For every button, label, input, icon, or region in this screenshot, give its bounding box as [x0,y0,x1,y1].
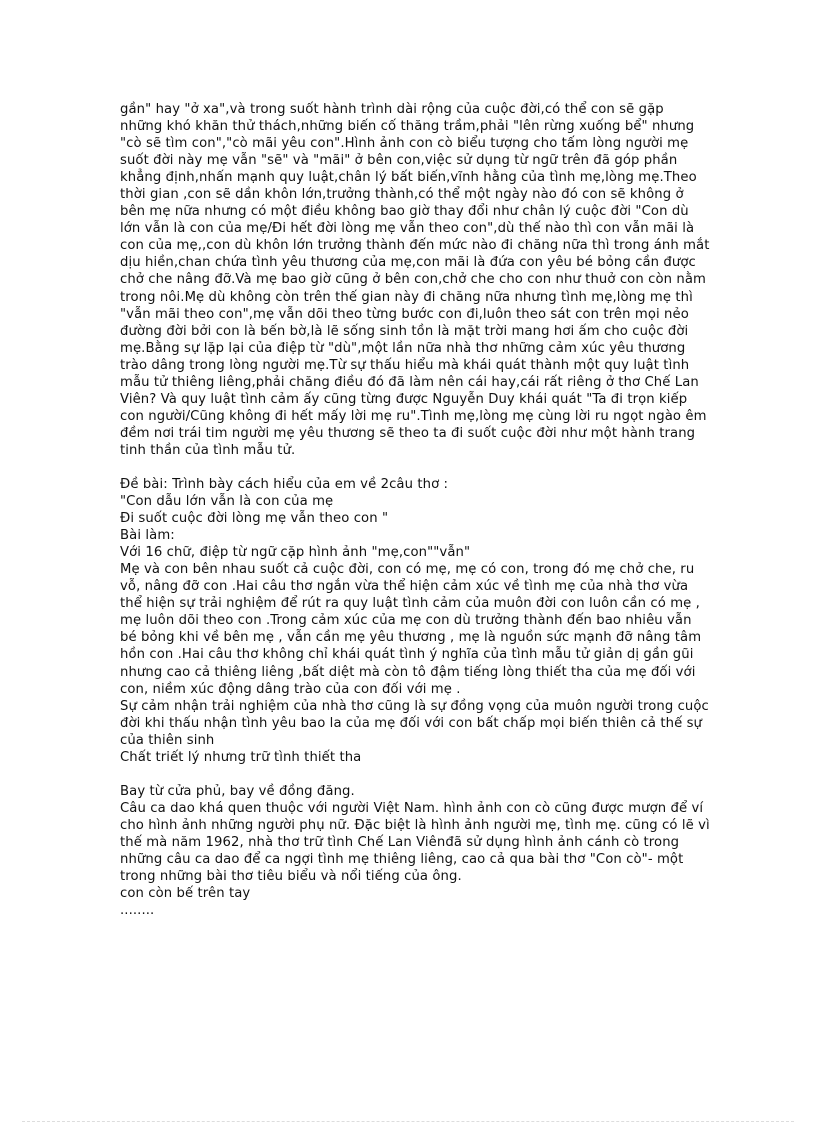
answer-heading: Bài làm: [120,528,175,544]
paragraph-text: Mẹ và con bên nhau suốt cả cuộc đời, con có mẹ, mẹ có con, trong đó mẹ chở che, ru vỗ, nâng đỡ con .Hai câu thơ ngắn vừa thể hiện cảm xúc về tình mẹ của nhà thơ vừa thể hiện sự trải nghiệm để rút ra quy luật tình cảm của muôn đời con luôn cần có mẹ , mẹ luôn dõi theo con .Trong cảm xúc của mẹ con dù trưởng thành đến bao nhiêu vẫn bé bỏng khi về bên mẹ , vẫn cần mẹ yêu thương , mẹ là nguồn sức mạnh đỡ nâng tâm hồn con .Hai câu thơ không chỉ khái quát tình ý nghĩa của tình mẫu tử giản dị gần gũi nhưng cao cả thiêng liêng ,bất diệt mà còn tô đậm tiếng lòng thiết tha của mẹ đối với con, niềm xúc động dâng trào của con đối với mẹ . [120,562,702,697]
text-line: Chất triết lý nhưng trữ tình thiết tha [120,749,362,765]
page-bottom-divider [22,1121,794,1122]
answer-intro: Với 16 chữ, điệp từ ngữ cặp hình ảnh "mẹ,con""vẫn" [120,545,471,561]
ellipsis-line: ........ [120,903,155,919]
paragraph-text: Câu ca dao khá quen thuộc với người Việt Nam. hình ảnh con cò cũng được mượn để ví cho hình ảnh những người phụ nữ. Đặc biệt là hình ảnh người mẹ, tình mẹ. cũng có lẽ vì thế mà năm 1962, nhà thơ trữ tình Chế Lan Viênđã sử dụng hình ảnh cánh cò trong những câu ca dao để ca ngợi tình mẹ thiêng liêng, cao cả qua bài thơ "Con cò"- một trong những bài thơ tiêu biểu và nổi tiếng của ông. [120,800,710,885]
assignment-prompt: Đề bài: Trình bày cách hiểu của em về 2câu thơ : [120,476,449,492]
paragraph-gap [120,459,710,476]
poem-line: con còn bế trên tay [120,886,251,902]
poem-line-1: "Con dẫu lớn vẫn là con của mẹ [120,494,334,510]
document-body [120,101,710,919]
poem-line-2: Đi suốt cuộc đời lòng mẹ vẫn theo con " [120,511,389,527]
paragraph-text: Sự cảm nhận trải nghiệm của nhà thơ cũng là sự đồng vọng của muôn người trong cuộc đời khi thấu nhận tình yêu bao la của mẹ đối với con bất chấp mọi biến thiên cả thế sự của thiên sinh [120,698,709,748]
folk-verse-line: Bay từ cửa phủ, bay về đồng đăng. [120,783,355,799]
paragraph-gap [120,766,710,783]
paragraph-text: gần" hay "ở xa",và trong suốt hành trình dài rộng của cuộc đời,có thể con sẽ gặp những khó khăn thử thách,những biến cố thăng trầm,phải "lên rừng xuống bể" nhưng "cò sẽ tìm con","cò mãi yêu con".Hình ảnh con cò biểu tượng cho tấm lòng người mẹ suốt đời này mẹ vẫn "sẽ" và "mãi" ở bên con,việc sử dụng từ ngữ trên đã góp phần khẳng định,nhấn mạnh quy luật,chân lý bất biến,vĩnh hằng của tình mẹ,lòng mẹ.Theo thời gian ,con sẽ dần khôn lớn,trưởng thành,có thể một ngày nào đó con sẽ không ở bên mẹ nữa nhưng có một điều không bao giờ thay đổi như chân lý cuộc đời "Con dù lớn vẫn là con của mẹ/Đi hết đời lòng mẹ vẫn theo con",dù thế nào thì con vẫn mãi là con của mẹ,,con dù khôn lớn trưởng thành đến mức nào đi chăng nữa thì trong ánh mắt dịu hiền,chan chứa tình yêu thương của mẹ,con mãi là đứa con yêu bé bỏng cần được chở che nâng đỡ.Và mẹ bao giờ cũng ở bên con,chở che cho con như thuở con còn nằm trong nôi.Mẹ dù không còn trên thế gian này đi chăng nữa nhưng tình mẹ,lòng mẹ thì "vẫn mãi theo con",mẹ vẫn dõi theo từng bước con đi,luôn theo sát con trên mọi nẻo đường đời bởi con là bến bờ,là lẽ sống sinh tồn là mặt trời mang hơi ấm cho cuộc đời mẹ.Bằng sự lặp lại của điệp từ "dù",một lần nữa nhà thơ những cảm xúc yêu thương trào dâng trong lòng người mẹ.Từ sự thấu hiểu mà khái quát thành một quy luật tình mẫu tử thiêng liêng,phải chăng điều đó đã làm nên cái hay,cái rất riêng ở thơ Chế Lan Viên? Và quy luật tình cảm ấy cũng từng được Nguyễn Duy khái quát "Ta đi trọn kiếp con người/Cũng không đi hết mấy lời mẹ ru".Tình mẹ,lòng mẹ cùng lời ru ngọt ngào êm đềm nơi trái tim người mẹ yêu thương sẽ theo ta đi suốt cuộc đời như một hành trang tinh thần của tình mẫu tử. [120,102,710,458]
